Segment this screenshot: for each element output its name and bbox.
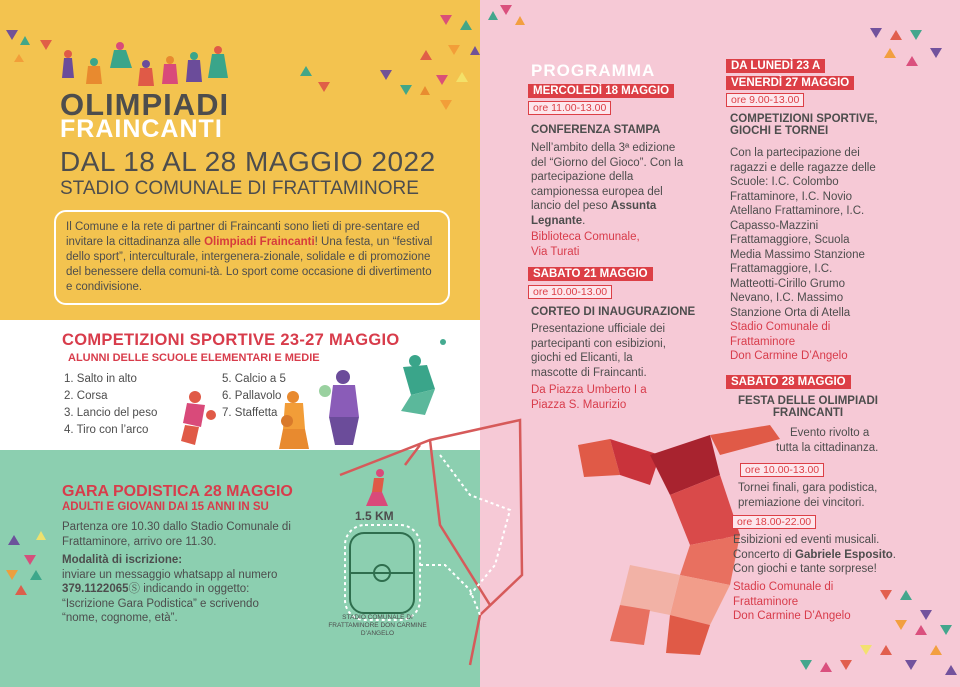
day2-date: SABATO 21 MAGGIO [528,267,653,281]
map-caption: STADIO COMUNALE DI FRATTAMINORE DON CARMINE D’ANGELO [328,614,427,637]
desc-line: Con la partecipazione dei [730,147,860,159]
race-departure: Partenza ore 10.30 dallo Stadio Comunale di Frattaminore, arrivo ore 11.30. [62,521,291,548]
desc-line: campionessa europea del [531,185,663,198]
race-subject: “Iscrizione Gara Podistica” e scrivendo [62,597,259,610]
event-line: COMPETIZIONI SPORTIVE, [730,113,878,125]
day3-description [730,146,930,320]
race-phone-line [62,582,347,597]
event-line: FRAINCANTI [772,407,844,419]
day4-event [738,395,878,419]
competitions-title: COMPETIZIONI SPORTIVE 23-27 MAGGIO [62,331,400,349]
text-line: premiazione dei vincitori. [738,496,865,509]
day2-place [531,383,647,412]
list-item: 5. Calcio a 5 [222,373,286,385]
desc-line: Media Massimo Stanzione [730,248,865,261]
desc-bold: Assunta [610,200,657,212]
day4-place [733,580,851,624]
text-line: Con giochi e tante sorprese! [733,563,877,575]
desc-line: lancio del peso [531,200,611,212]
performer-name: Gabriele Esposito [795,548,893,561]
day4-time2: ore 18.00-22.00 [732,515,816,529]
race-details [62,520,347,626]
event-title-line1: OLIMPIADI [60,87,230,122]
desc-line: ragazzi e delle ragazze delle [730,161,876,174]
intro-highlight: Olimpiadi Fraincanti [204,235,315,248]
place-line: Via Turati [531,245,580,258]
day4-intro [776,426,879,455]
list-item: 4. Tiro con l’arco [64,424,149,436]
race-fields: “nome, cognome, età”. [62,612,178,624]
desc-line: mascotte di Fraincanti. [531,366,647,379]
day3-event [730,113,878,137]
list-item: 6. Pallavolo [222,390,282,402]
desc-line: Frattaminore, I.C. Novio [730,190,853,203]
race-subtitle: ADULTI E GIOVANI DAI 15 ANNI IN SU [62,501,269,513]
day3-time: ore 9.00-13.00 [726,93,804,107]
race-phone-after: indicando in oggetto: [140,583,250,595]
desc-line: Capasso-Mazzini [730,219,819,232]
list-item: 2. Corsa [64,390,108,402]
intro-text [54,210,450,305]
desc-bold: Legnante [531,214,583,227]
place-line: Biblioteca Comunale, [531,231,640,243]
place-line: Frattaminore [733,595,799,608]
day4-text2 [733,533,896,577]
race-title: GARA PODISTICA 28 MAGGIO [62,483,293,500]
day1-date: MERCOLEDÌ 18 MAGGIO [528,84,674,98]
day3-date-line1: DA LUNEDÌ 23 A [726,59,825,73]
event-title-line2: FRAINCANTI [60,115,223,143]
desc-line: Presentazione ufficiale dei [531,323,666,335]
place-line: Stadio Comunale di [733,581,834,593]
desc-line: Atellano Frattaminore, I.C. [730,205,865,217]
event-stadium: STADIO COMUNALE DI FRATTAMINORE [60,178,419,199]
desc-line: Matteotti-Cirillo Grumo [730,277,846,290]
intro-line: tutta la cittadinanza. [776,441,879,454]
place-line: Frattaminore [730,335,796,348]
athletes-illustration [58,38,258,88]
desc-line: Nevano, I.C. Massimo [730,292,844,304]
intro-text-part: ! Una festa, un “festival dello sport”, interculturale, intergenera-zionale, solidale e di promozione del benessere della comuni-tà. Lo sport come occasione di divertimento e condivisione. [66,235,433,293]
place-line: Don Carmine D’Angelo [730,350,848,362]
intro-text-part: Il Comune e la rete di partner di Fraincanti sono lieti di pre-sentare ed invitare la cittadinanza alle [66,221,420,248]
day4-time1: ore 10.00-13.00 [740,463,824,477]
desc-line: del “Giorno del Gioco”. Con la [531,156,684,169]
event-line: FESTA DELLE OLIMPIADI [738,395,878,407]
text-line: Esibizioni ed eventi musicali. [733,534,880,546]
day1-description: Nell’ambito della 3ª edizione del “Giorno del Gioco”. Con la partecipazione della campionessa europea del lancio del peso Assunta Legnante. [531,141,711,228]
intro-line: Evento rivolto a [790,427,870,439]
desc-line: Frattamaggiore, Scuola [730,234,850,246]
desc-line: Stanzione Orta di Atella [730,306,851,319]
event-dates: DAL 18 AL 28 MAGGIO 2022 [60,146,436,177]
text-line: Tornei finali, gara podistica, [738,482,878,494]
race-distance: 1.5 KM [355,509,394,523]
day4-date: SABATO 28 MAGGIO [726,375,851,389]
desc-line: Scuole: I.C. Colombo [730,176,839,188]
program-title: PROGRAMMA [531,61,656,80]
list-item: 1. Salto in alto [64,373,137,385]
runner-illustration [362,468,392,508]
day3-date-line2: VENERDÌ 27 MAGGIO [726,76,854,90]
event-line: GIOCHI E TORNEI [730,125,829,137]
day2-event: CORTEO DI INAUGURAZIONE [531,306,696,318]
place-line: Da Piazza Umberto I a [531,384,647,396]
desc-line: giochi ed Elicanti, la [531,352,633,364]
desc-line: Nell’ambito della 3ª edizione [531,142,676,154]
place-line: Stadio Comunale di [730,321,831,333]
day3-place [730,320,848,364]
phone-number[interactable]: 379.1122065 [62,583,129,595]
desc-line: Frattamaggiore, I.C. [730,263,833,275]
place-line: Don Carmine D’Angelo [733,610,851,622]
race-mode-text: inviare un messaggio whatsapp al numero [62,568,278,581]
place-line: Piazza S. Maurizio [531,398,627,411]
list-item: 3. Lancio del peso [64,407,158,419]
text-part: Concerto di [733,548,796,561]
text-part: . [892,548,896,561]
day1-place [531,230,640,259]
day2-time: ore 10.00-13.00 [528,285,612,299]
day1-time: ore 11.00-13.00 [528,101,611,115]
desc-line: partecipazione della [531,171,634,183]
day2-description [531,322,711,380]
list-item: 7. Staffetta [222,407,278,419]
competitions-subtitle: ALUNNI DELLE SCUOLE ELEMENTARI E MEDIE [68,352,320,364]
competitions-list-left [64,371,157,439]
day1-event: CONFERENZA STAMPA [531,124,661,136]
desc-line: partecipanti con esibizioni, [531,337,666,350]
day4-text1 [738,481,877,510]
whatsapp-icon: Ⓢ [128,583,141,595]
race-mode-label: Modalità di iscrizione: [62,554,183,566]
